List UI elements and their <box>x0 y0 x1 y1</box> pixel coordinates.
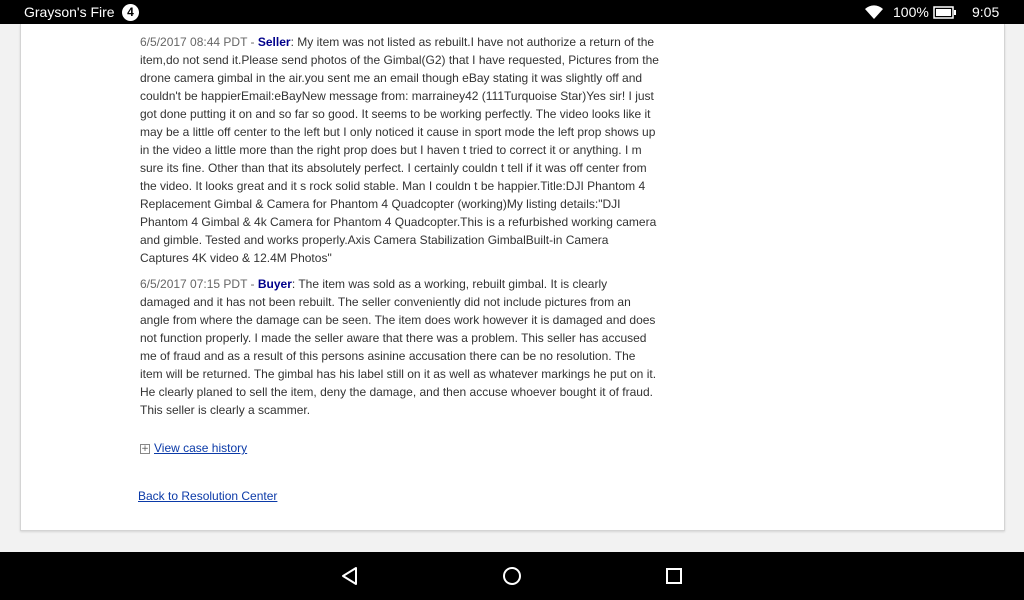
seller-message <box>140 33 660 267</box>
back-to-resolution-center-link[interactable]: Back to Resolution Center <box>138 489 278 503</box>
message-role: Buyer <box>257 277 292 291</box>
back-link-row <box>138 487 277 505</box>
message-date: 6/5/2017 08:44 PDT <box>140 35 248 49</box>
message-text: : The item was sold as a working, rebuilt gimbal. It is clearly damaged and it has not been rebuilt. The seller conveniently did not include pictures from an angle from where the damage can be seen. The item does work however it is damaged and does not function properly. I made the seller aware that there was a problem. This seller has accused me of fraud and as a result of this persons asinine accusation there can be no resolution. The item will be returned. The gimbal has his label still on it as well as whatever markings he put on it. He clearly planed to sell the item, deny the damage, and then accuse whoever bought it of fraud. This seller is clearly a scammer. <box>140 277 657 417</box>
battery-icon <box>933 6 957 22</box>
case-messages <box>140 33 660 427</box>
view-case-history-row[interactable] <box>140 439 247 457</box>
message-role: Seller <box>257 35 291 49</box>
navigation-bar <box>0 552 1024 600</box>
wifi-icon <box>864 4 884 23</box>
device-name: Grayson's Fire <box>24 4 115 20</box>
message-text: : My item was not listed as rebuilt.I have not authorize a return of the item,do not send it.Please send photos of the Gimbal(G2) that I have requested, Pictures from the drone camera gimbal in the air.you sent me an email though eBay stating it was slightly off and couldn't be happierEmail:eBayNew message from: marrainey42 (111Turquoise Star)Yes sir! I just got done putting it on and so far so good. It seems to be working perfectly. The video looks like it may be a little off center to the left but I only noticed it cause in sport mode the left prop shows up in the video a little more than the right prop does but I haven t tried to correct it or anything. I m sure its fine. Other than that its absolutely perfect. I certainly couldn t tell if it was off center from the video. It looks great and it s rock solid stable. Man I couldn t be happier.Title:DJI Phantom 4 Replacement Gimbal & Camera for Phantom 4 Quadcopter (working)My listing details:"DJI Phantom 4 Gimbal & 4k Camera for Phantom 4 Quadcopter.This is a refurbished working camera and gimble. Tested and works properly.Axis Camera Stabilization GimbalBuilt-in Camera Captures 4K video & 12.4M Photos" <box>140 35 659 265</box>
status-bar <box>0 0 1024 24</box>
expand-icon[interactable]: + <box>141 443 149 454</box>
view-case-history-link[interactable]: View case history <box>154 441 248 455</box>
message-separator: - <box>247 277 258 291</box>
home-icon[interactable] <box>502 566 522 586</box>
notification-badge[interactable]: 4 <box>122 4 139 21</box>
case-details-card <box>20 24 1005 531</box>
back-icon[interactable] <box>340 566 360 586</box>
buyer-message <box>140 275 660 419</box>
message-separator: - <box>247 35 258 49</box>
message-date: 6/5/2017 07:15 PDT <box>140 277 248 291</box>
clock: 9:05 <box>972 4 1000 20</box>
battery-percent: 100% <box>893 4 929 20</box>
recent-apps-icon[interactable] <box>664 566 684 586</box>
